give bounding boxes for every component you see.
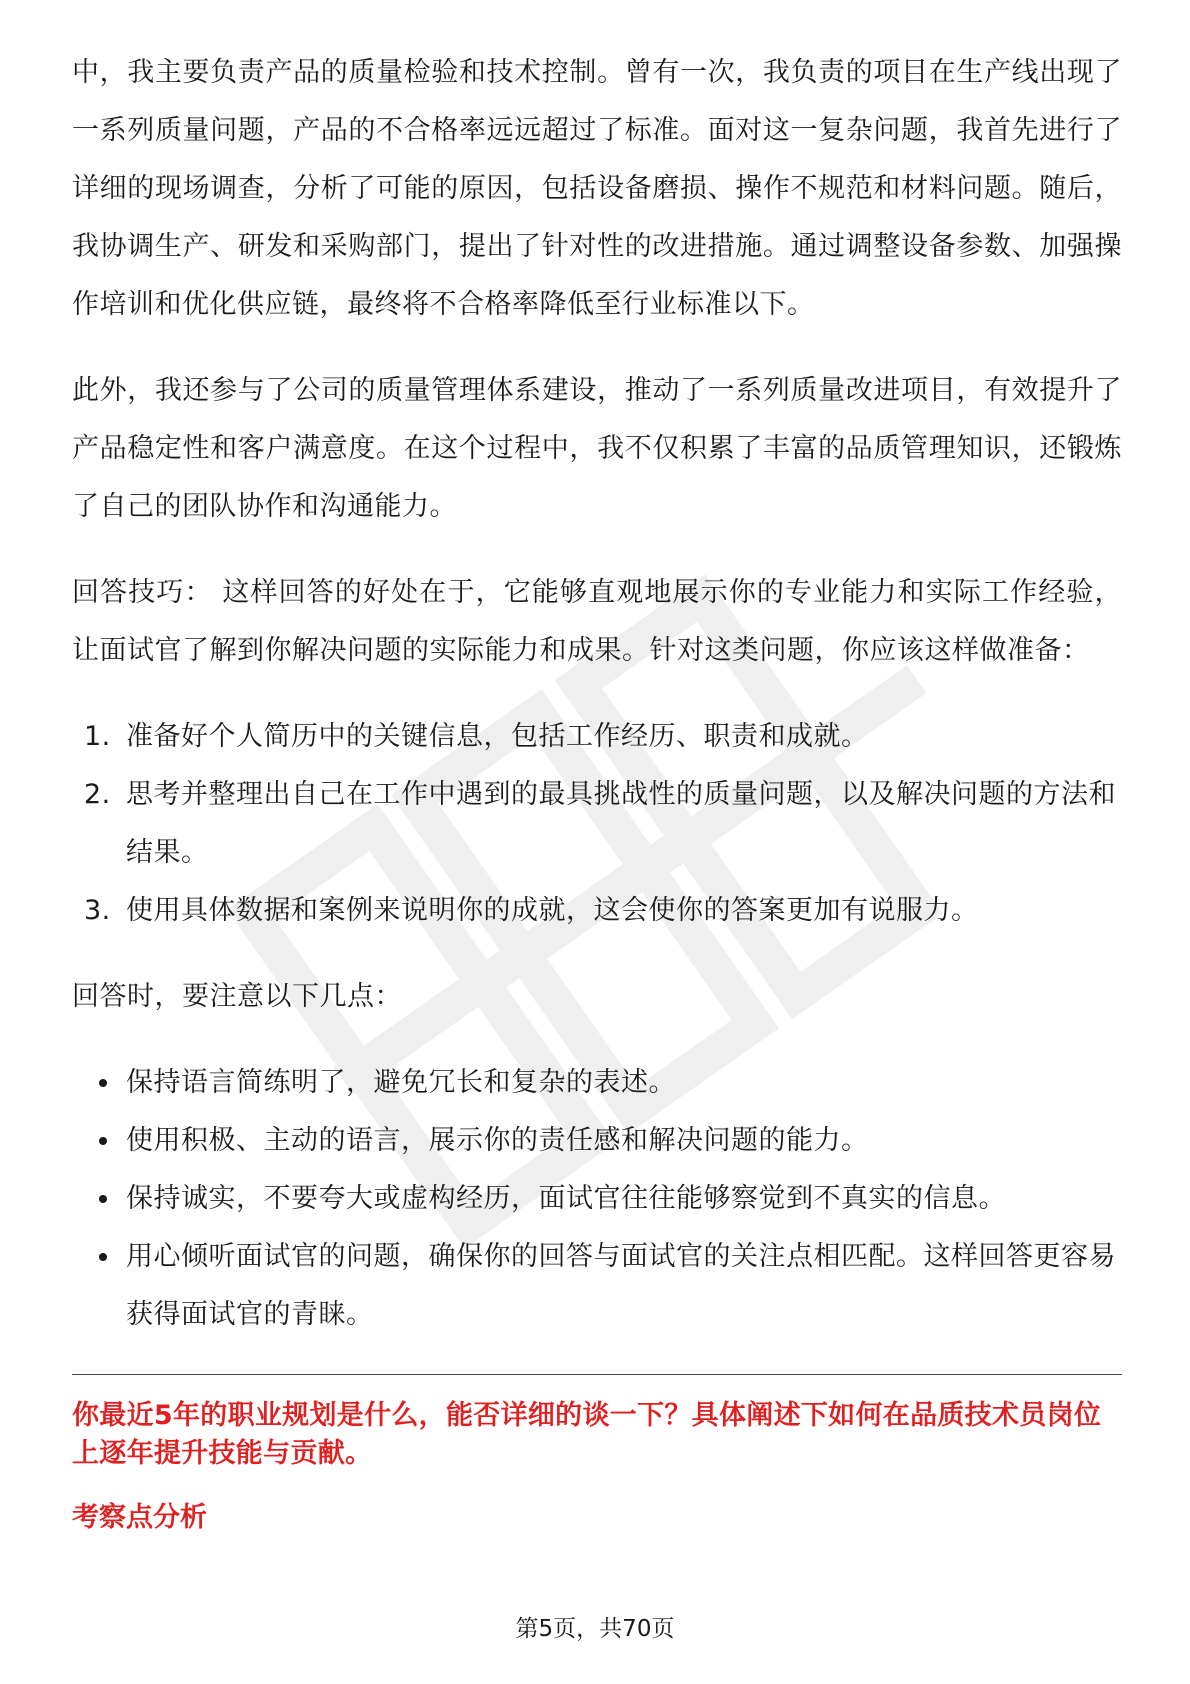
list-item [72, 708, 1122, 766]
list-number: 1. [84, 721, 111, 752]
bullet-icon [99, 1079, 107, 1087]
analysis-section-label: 考察点分析 [72, 1502, 207, 1533]
bullet-icon [99, 1137, 107, 1145]
section-divider [72, 1374, 1122, 1375]
notice-intro: 回答时，要注意以下几点： [72, 981, 402, 1012]
list-item-text: 思考并整理出自己在工作中遇到的最具挑战性的质量问题，以及解决问题的方法和结果。 [126, 779, 1116, 868]
notice-points-list [72, 1054, 1122, 1344]
list-item [72, 766, 1122, 882]
list-item [72, 1112, 1122, 1170]
list-item-text: 保持语言简练明了，避免冗长和复杂的表述。 [126, 1067, 676, 1098]
list-number: 2. [84, 779, 111, 810]
bullet-icon [99, 1253, 107, 1261]
list-item-text: 使用积极、主动的语言，展示你的责任感和解决问题的能力。 [126, 1125, 869, 1156]
list-item [72, 1228, 1122, 1344]
list-item-text: 保持诚实，不要夸大或虚构经历，面试官往往能够察觉到不真实的信息。 [126, 1183, 1006, 1214]
page-number-footer: 第5页，共70页 [515, 1616, 675, 1642]
list-item [72, 882, 1122, 940]
answer-paragraph-1: 中，我主要负责产品的质量检验和技术控制。曾有一次，我负责的项目在生产线出现了一系列质量问题，产品的不合格率远远超过了标准。面对这一复杂问题，我首先进行了详细的现场调查，分析了可能的原因，包括设备磨损、操作不规范和材料问题。随后，我协调生产、研发和采购部门，提出了针对性的改进措施。通过调整设备参数、加强操作培训和优化供应链，最终将不合格率降低至行业标准以下。 [72, 57, 1122, 320]
answer-paragraph-2: 此外，我还参与了公司的质量管理体系建设，推动了一系列质量改进项目，有效提升了产品稳定性和客户满意度。在这个过程中，我不仅积累了丰富的品质管理知识，还锻炼了自己的团队协作和沟通能力。 [72, 375, 1122, 522]
list-item [72, 1170, 1122, 1228]
list-item-text: 使用具体数据和案例来说明你的成就，这会使你的答案更加有说服力。 [126, 895, 979, 926]
list-item-text: 用心倾听面试官的问题，确保你的回答与面试官的关注点相匹配。这样回答更容易获得面试官的青睐。 [126, 1241, 1116, 1330]
list-number: 3. [84, 895, 111, 926]
next-question-title: 你最近5年的职业规划是什么，能否详细的谈一下？具体阐述下如何在品质技术员岗位上逐年提升技能与贡献。 [72, 1400, 1102, 1469]
bullet-icon [99, 1195, 107, 1203]
list-item [72, 1054, 1122, 1112]
answer-tips: 回答技巧： 这样回答的好处在于，它能够直观地展示你的专业能力和实际工作经验，让面试官了解到你解决问题的实际能力和成果。针对这类问题，你应该这样做准备： [72, 577, 1122, 666]
preparation-steps-list [72, 708, 1122, 940]
document-content [72, 44, 1122, 1537]
list-item-text: 准备好个人简历中的关键信息，包括工作经历、职责和成就。 [126, 721, 869, 752]
